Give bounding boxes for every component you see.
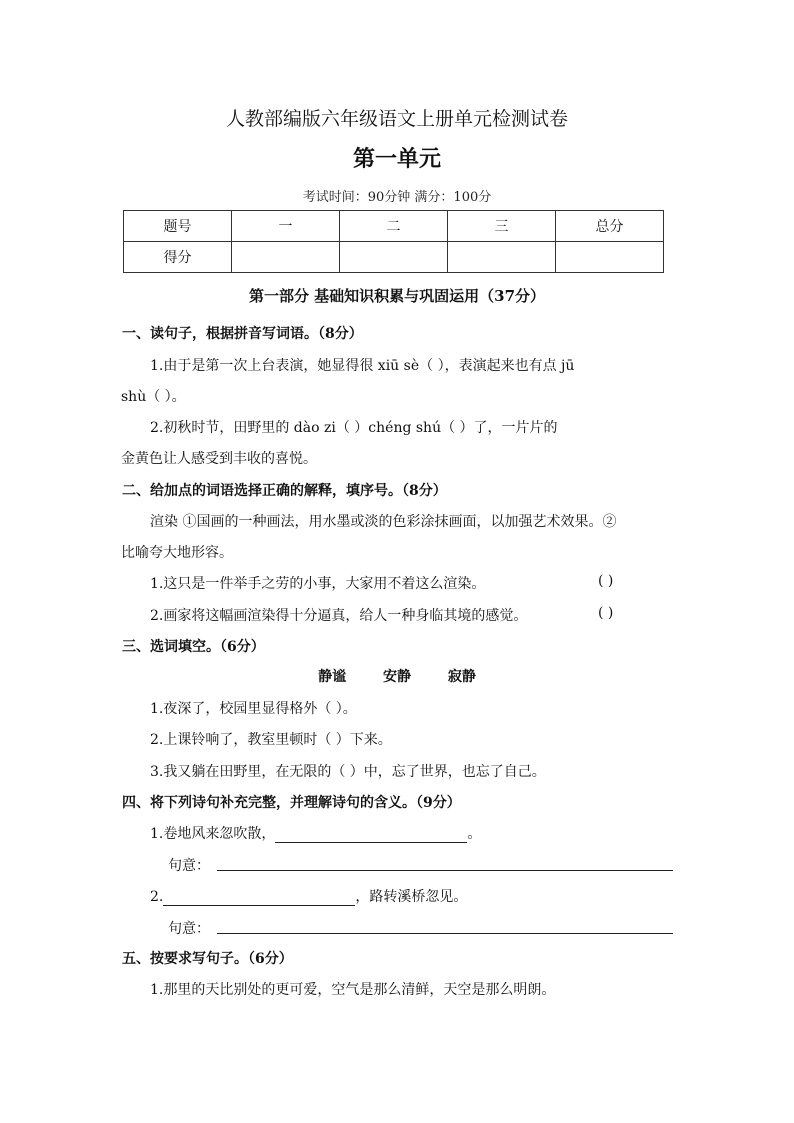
- s1-q1-line2: shù（ ）。: [121, 389, 186, 405]
- s2-q2: 2.画家将这幅画渲染得十分逼真，给人一种身临其境的感觉。: [150, 608, 528, 624]
- s4-q1-meaning-label: 句意：: [168, 858, 210, 874]
- s3-q2: 2.上课铃响了，教室里顿时（ ）下来。: [150, 732, 392, 748]
- s4-q1: [150, 823, 481, 843]
- word-bank-item: 寂静: [447, 669, 476, 685]
- s3-q1: 1.夜深了，校园里显得格外（ ）。: [150, 701, 357, 717]
- score-table-cell: 二: [340, 211, 448, 242]
- s2-q2-answer-box[interactable]: ( ): [598, 605, 614, 621]
- s2-q1: 1.这只是一件举手之劳的小事，大家用不着这么渲染。: [150, 576, 486, 592]
- s1-q1-line1: 1.由于是第一次上台表演，她显得很 xiū sè（ ），表演起来也有点 jū: [150, 358, 575, 374]
- s1-q2-line1: 2.初秋时节，田野里的 dào zi（ ）chéng shú（ ）了，一片片的: [150, 420, 558, 436]
- section-2-title: 二、给加点的词语选择正确的解释，填序号。（8分）: [122, 483, 447, 499]
- s4-q2: [150, 886, 467, 906]
- section-4-title: 四、将下列诗句补充完整，并理解诗句的含义。（9分）: [122, 795, 461, 811]
- s4-q1-meaning-blank[interactable]: [217, 870, 673, 871]
- score-entry-cell[interactable]: [232, 242, 340, 273]
- word-bank-item: 静谧: [318, 669, 347, 685]
- section-3-title: 三、选词填空。（6分）: [122, 639, 265, 655]
- score-table-header-row: [124, 211, 664, 242]
- s5-q1: 1.那里的天比别处的更可爱，空气是那么清鲜，天空是那么明朗。: [150, 982, 556, 998]
- score-entry-cell[interactable]: [340, 242, 448, 273]
- s3-q3: 3.我又躺在田野里，在无限的（ ）中，忘了世界，也忘了自己。: [150, 764, 546, 780]
- unit-title: 第一单元: [352, 146, 441, 172]
- s4-q2-suffix: ，路转溪桥忽见。: [355, 889, 468, 905]
- s4-q1-blank[interactable]: [275, 828, 467, 843]
- score-table-cell: 总分: [556, 211, 664, 242]
- score-entry-cell[interactable]: [448, 242, 556, 273]
- s4-q1-suffix: 。: [467, 826, 482, 842]
- s4-q2-prefix: 2.: [150, 889, 164, 905]
- word-bank-item: 安静: [383, 669, 411, 685]
- exam-info: 考试时间：90分钟 满分：100分: [302, 190, 492, 205]
- section-1-title: 一、读句子，根据拼音写词语。（8分）: [122, 326, 363, 342]
- part-title: 第一部分 基础知识积累与巩固运用（37分）: [248, 287, 546, 305]
- score-table-cell: 题号: [124, 211, 232, 242]
- section-5-title: 五、按要求写句子。（6分）: [122, 951, 293, 967]
- score-table-cell: 一: [232, 211, 340, 242]
- s4-q2-meaning-label: 句意：: [168, 921, 210, 937]
- score-table: [123, 210, 664, 273]
- score-table-cell: 得分: [124, 242, 232, 273]
- s2-definition-line1: 渲染 ①国画的一种画法，用水墨或淡的色彩涂抹画面，以加强艺术效果。②: [150, 514, 617, 530]
- score-table-score-row: [124, 242, 664, 273]
- word-bank: [0, 666, 794, 686]
- s4-q1-prefix: 1.卷地风来忽吹散，: [150, 826, 276, 842]
- s4-q2-meaning-blank[interactable]: [217, 933, 673, 934]
- s1-q2-line2: 金黄色让人感受到丰收的喜悦。: [121, 451, 317, 467]
- s2-definition-line2: 比喻夸大地形容。: [121, 545, 233, 561]
- s2-q1-answer-box[interactable]: ( ): [598, 573, 614, 589]
- s4-q2-blank[interactable]: [163, 891, 355, 906]
- score-table-cell: 三: [448, 211, 556, 242]
- score-entry-cell[interactable]: [556, 242, 664, 273]
- exam-title: 人教部编版六年级语文上册单元检测试卷: [225, 108, 568, 130]
